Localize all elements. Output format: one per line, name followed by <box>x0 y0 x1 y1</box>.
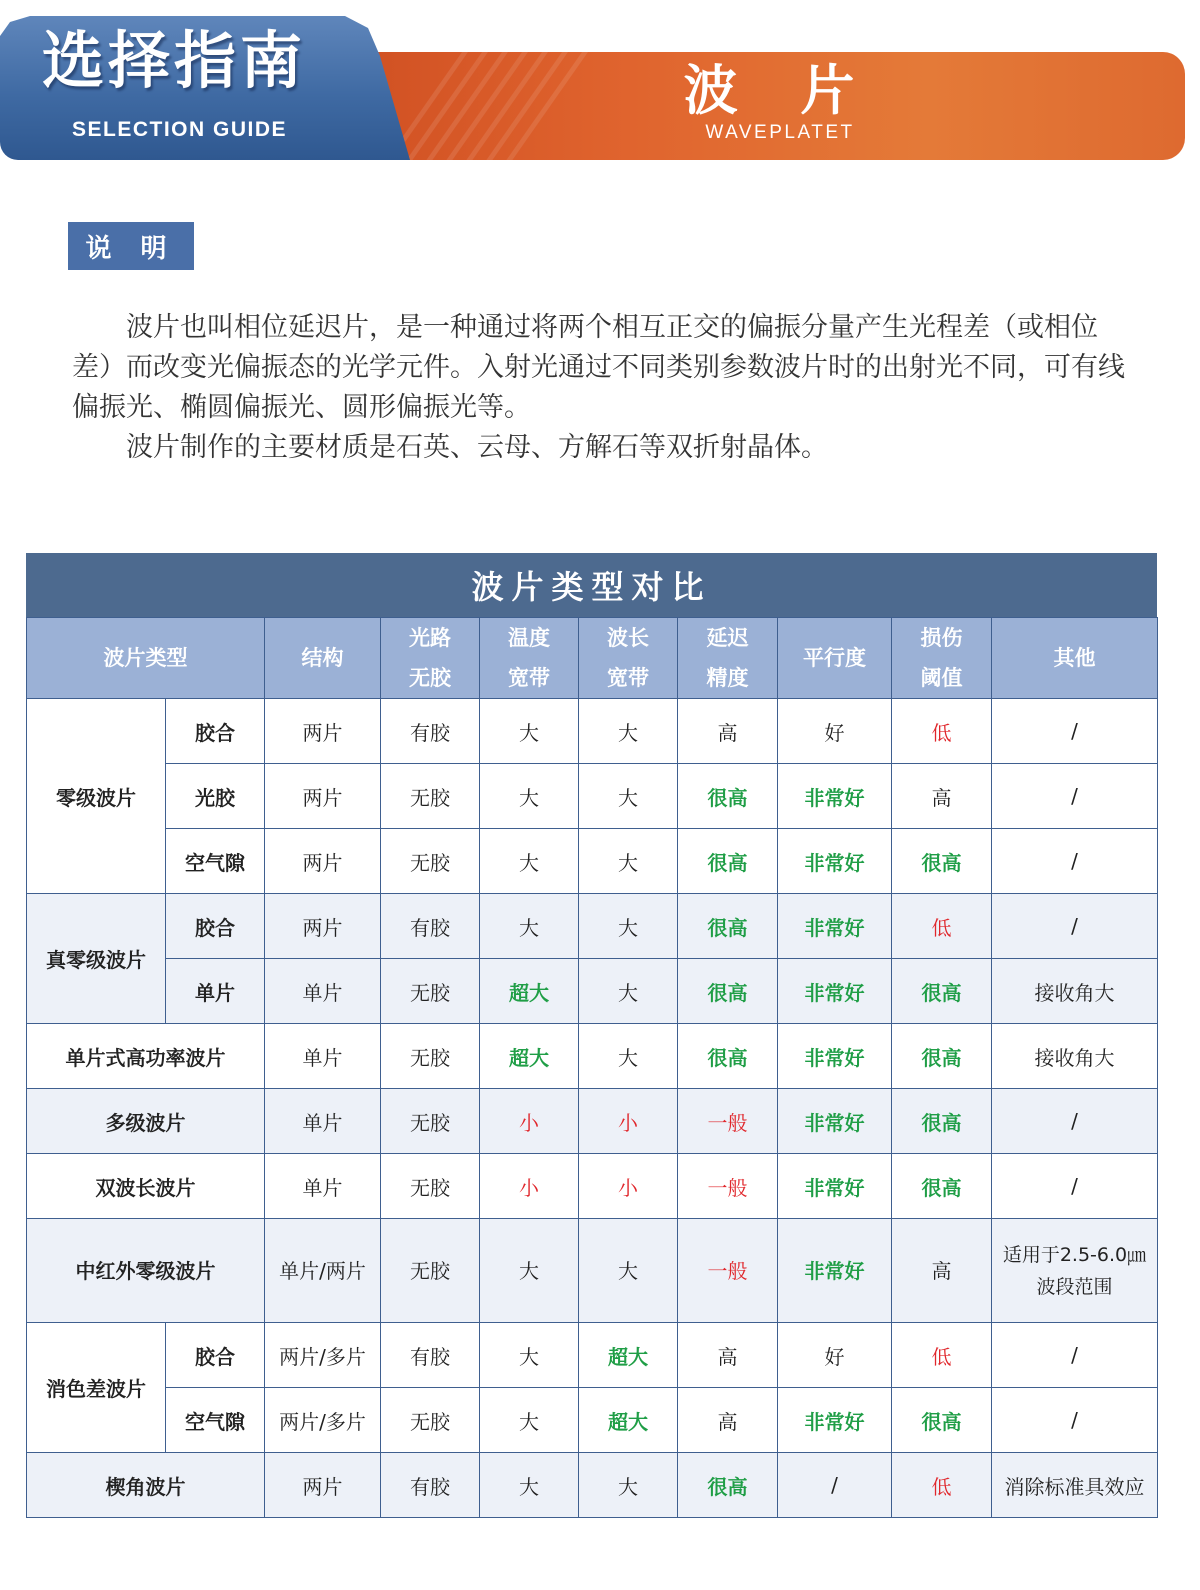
row-subtype: 单片 <box>166 959 265 1024</box>
cell-temp: 超大 <box>480 1024 579 1089</box>
cell-temp: 大 <box>480 1453 579 1518</box>
cell-parallel: 非常好 <box>778 829 892 894</box>
cell-structure: 两片 <box>265 894 381 959</box>
cell-temp: 大 <box>480 829 579 894</box>
cell-glue: 有胶 <box>381 1453 480 1518</box>
cell-structure: 单片/两片 <box>265 1219 381 1323</box>
table-row <box>27 1024 1158 1089</box>
cell-temp: 大 <box>480 1219 579 1323</box>
cell-other: 接收角大 <box>992 1024 1158 1089</box>
table-row <box>27 1154 1158 1219</box>
header-damage: 损伤 阈值 <box>892 618 992 699</box>
description-tag: 说 明 <box>68 222 194 270</box>
description-paragraph: 波片制作的主要材质是石英、云母、方解石等双折射晶体。 <box>126 432 828 463</box>
cell-glue: 无胶 <box>381 1154 480 1219</box>
cell-damage: 高 <box>892 1219 992 1323</box>
cell-parallel: 非常好 <box>778 764 892 829</box>
cell-wave: 小 <box>579 1154 678 1219</box>
cell-damage: 很高 <box>892 959 992 1024</box>
table-row <box>27 1388 1158 1453</box>
cell-damage: 很高 <box>892 1154 992 1219</box>
header-structure: 结构 <box>265 618 381 699</box>
table-header-row <box>27 618 1158 699</box>
cell-damage: 低 <box>892 894 992 959</box>
cell-wave: 大 <box>579 894 678 959</box>
cell-glue: 无胶 <box>381 1024 480 1089</box>
cell-parallel: 非常好 <box>778 1388 892 1453</box>
cell-other: / <box>992 894 1158 959</box>
cell-temp: 大 <box>480 894 579 959</box>
row-subtype: 空气隙 <box>166 1388 265 1453</box>
cell-wave: 大 <box>579 1219 678 1323</box>
description-text <box>72 308 1132 468</box>
description-paragraph: 波片也叫相位延迟片，是一种通过将两个相互正交的偏振分量产生光程差（或相位差）而改变光偏振态的光学元件。入射光通过不同类别参数波片时的出射光不同，可有线偏振光、椭圆偏振光、圆形偏振光等。 <box>72 312 1125 423</box>
cell-other: / <box>992 699 1158 764</box>
header-type: 波片类型 <box>27 618 265 699</box>
row-subtype: 空气隙 <box>166 829 265 894</box>
cell-temp: 小 <box>480 1089 579 1154</box>
table-row <box>27 1219 1158 1323</box>
cell-glue: 有胶 <box>381 894 480 959</box>
cell-parallel: 好 <box>778 1323 892 1388</box>
cell-other: / <box>992 1089 1158 1154</box>
table-row <box>27 1323 1158 1388</box>
row-type: 多级波片 <box>27 1089 265 1154</box>
cell-delay: 高 <box>678 1388 778 1453</box>
cell-temp: 小 <box>480 1154 579 1219</box>
cell-wave: 超大 <box>579 1388 678 1453</box>
table-row <box>27 894 1158 959</box>
cell-other: 接收角大 <box>992 959 1158 1024</box>
cell-delay: 很高 <box>678 829 778 894</box>
group-achromatic: 消色差波片 <box>27 1323 166 1453</box>
row-type: 双波长波片 <box>27 1154 265 1219</box>
cell-other: / <box>992 764 1158 829</box>
table-row <box>27 829 1158 894</box>
cell-parallel: 非常好 <box>778 1089 892 1154</box>
cell-damage: 低 <box>892 1323 992 1388</box>
row-subtype: 胶合 <box>166 894 265 959</box>
cell-damage: 低 <box>892 1453 992 1518</box>
cell-temp: 超大 <box>480 959 579 1024</box>
cell-other: 适用于2.5-6.0㎛ 波段范围 <box>992 1219 1158 1323</box>
group-zero: 零级波片 <box>27 699 166 894</box>
cell-structure: 两片 <box>265 699 381 764</box>
cell-glue: 无胶 <box>381 1089 480 1154</box>
header-parallel: 平行度 <box>778 618 892 699</box>
cell-delay: 一般 <box>678 1154 778 1219</box>
cell-wave: 大 <box>579 764 678 829</box>
table-row <box>27 959 1158 1024</box>
page-title: 选择指南 <box>42 24 307 97</box>
page-subtitle: SELECTION GUIDE <box>72 118 288 141</box>
cell-other: / <box>992 829 1158 894</box>
cell-parallel: / <box>778 1453 892 1518</box>
cell-temp: 大 <box>480 764 579 829</box>
cell-other: / <box>992 1154 1158 1219</box>
cell-temp: 大 <box>480 1388 579 1453</box>
cell-delay: 一般 <box>678 1089 778 1154</box>
cell-other: 消除标准具效应 <box>992 1453 1158 1518</box>
row-type: 单片式高功率波片 <box>27 1024 265 1089</box>
cell-wave: 超大 <box>579 1323 678 1388</box>
cell-delay: 高 <box>678 1323 778 1388</box>
cell-structure: 两片 <box>265 1453 381 1518</box>
cell-glue: 无胶 <box>381 829 480 894</box>
cell-delay: 很高 <box>678 764 778 829</box>
row-type: 中红外零级波片 <box>27 1219 265 1323</box>
row-subtype: 光胶 <box>166 764 265 829</box>
cell-glue: 有胶 <box>381 1323 480 1388</box>
table-row <box>27 1453 1158 1518</box>
cell-glue: 无胶 <box>381 1388 480 1453</box>
cell-temp: 大 <box>480 699 579 764</box>
row-subtype: 胶合 <box>166 699 265 764</box>
cell-damage: 很高 <box>892 1089 992 1154</box>
cell-parallel: 非常好 <box>778 1219 892 1323</box>
cell-damage: 高 <box>892 764 992 829</box>
cell-temp: 大 <box>480 1323 579 1388</box>
table-row <box>27 699 1158 764</box>
table-title: 波片类型对比 <box>26 553 1157 617</box>
header-other: 其他 <box>992 618 1158 699</box>
cell-delay: 很高 <box>678 1453 778 1518</box>
cell-parallel: 好 <box>778 699 892 764</box>
cell-parallel: 非常好 <box>778 894 892 959</box>
comparison-table <box>26 553 1157 1518</box>
cell-damage: 低 <box>892 699 992 764</box>
table-row <box>27 1089 1158 1154</box>
cell-wave: 小 <box>579 1089 678 1154</box>
cell-delay: 高 <box>678 699 778 764</box>
cell-parallel: 非常好 <box>778 1024 892 1089</box>
cell-delay: 一般 <box>678 1219 778 1323</box>
cell-delay: 很高 <box>678 1024 778 1089</box>
cell-structure: 两片/多片 <box>265 1388 381 1453</box>
cell-glue: 无胶 <box>381 1219 480 1323</box>
cell-glue: 无胶 <box>381 764 480 829</box>
header-glue: 光路 无胶 <box>381 618 480 699</box>
cell-wave: 大 <box>579 699 678 764</box>
cell-parallel: 非常好 <box>778 959 892 1024</box>
cell-structure: 两片 <box>265 829 381 894</box>
cell-structure: 单片 <box>265 959 381 1024</box>
cell-parallel: 非常好 <box>778 1154 892 1219</box>
row-type: 楔角波片 <box>27 1453 265 1518</box>
cell-damage: 很高 <box>892 829 992 894</box>
header-temp: 温度 宽带 <box>480 618 579 699</box>
product-subtitle: WAVEPLATET <box>705 122 855 143</box>
cell-delay: 很高 <box>678 959 778 1024</box>
row-subtype: 胶合 <box>166 1323 265 1388</box>
cell-damage: 很高 <box>892 1024 992 1089</box>
product-title: 波 片 <box>683 59 877 122</box>
group-true-zero: 真零级波片 <box>27 894 166 1024</box>
cell-structure: 单片 <box>265 1154 381 1219</box>
cell-delay: 很高 <box>678 894 778 959</box>
cell-wave: 大 <box>579 1024 678 1089</box>
cell-structure: 单片 <box>265 1089 381 1154</box>
cell-damage: 很高 <box>892 1388 992 1453</box>
cell-wave: 大 <box>579 1453 678 1518</box>
header-wave: 波长 宽带 <box>579 618 678 699</box>
header-delay: 延迟 精度 <box>678 618 778 699</box>
cell-glue: 有胶 <box>381 699 480 764</box>
cell-wave: 大 <box>579 959 678 1024</box>
cell-other: / <box>992 1388 1158 1453</box>
cell-structure: 两片/多片 <box>265 1323 381 1388</box>
cell-structure: 单片 <box>265 1024 381 1089</box>
cell-wave: 大 <box>579 829 678 894</box>
cell-other: / <box>992 1323 1158 1388</box>
table-row <box>27 764 1158 829</box>
cell-glue: 无胶 <box>381 959 480 1024</box>
cell-structure: 两片 <box>265 764 381 829</box>
